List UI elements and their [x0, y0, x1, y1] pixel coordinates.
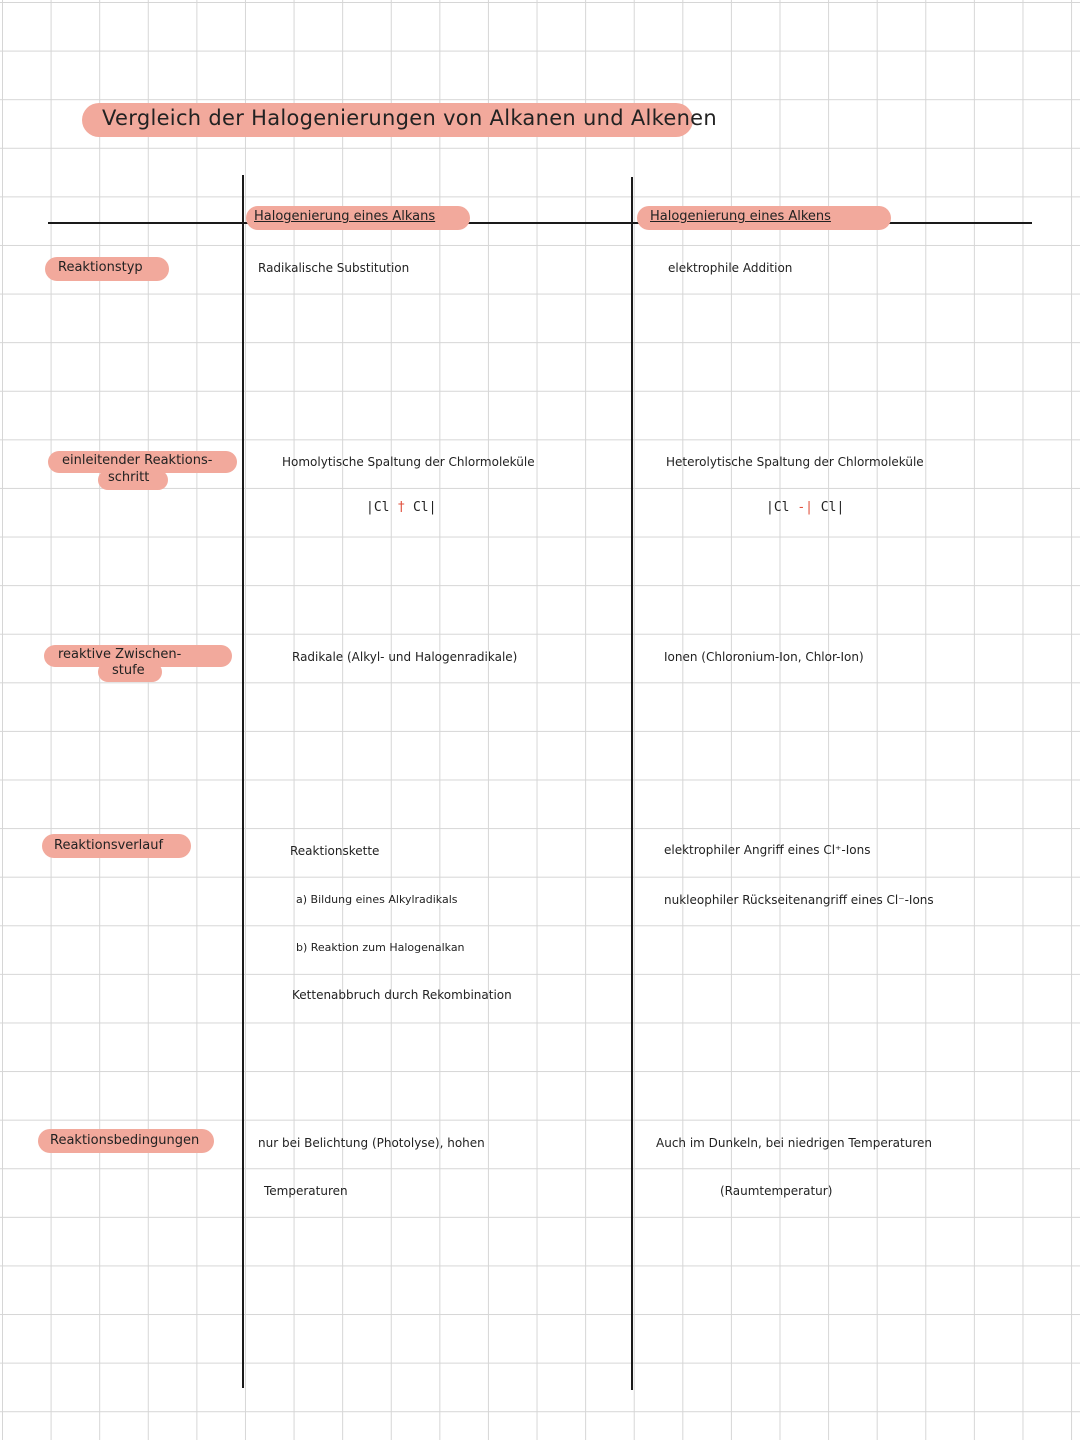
column-divider-right — [631, 177, 633, 1390]
cell-bedingungen-alken-line2: (Raumtemperatur) — [720, 1184, 833, 1198]
formula-heterolytic-left: |Cl — [766, 500, 790, 515]
cell-verlauf-alkan-line2: a) Bildung eines Alkylradikals — [296, 893, 458, 906]
cell-verlauf-alken-line2: nukleophiler Rückseitenangriff eines Cl⁻-Ions — [664, 893, 934, 907]
header-alkan: Halogenierung eines Alkans — [254, 209, 436, 224]
formula-homolytic — [366, 500, 436, 515]
cell-einleitend-alkan: Homolytische Spaltung der Chlormoleküle — [282, 455, 535, 469]
cell-bedingungen-alkan-line2: Temperaturen — [264, 1184, 348, 1198]
formula-heterolytic-right: Cl| — [820, 500, 845, 515]
cell-verlauf-alkan-line1: Reaktionskette — [290, 844, 380, 858]
cell-verlauf-alkan-line4: Kettenabbruch durch Rekombination — [292, 988, 512, 1002]
row-label-bedingungen: Reaktionsbedingungen — [50, 1133, 200, 1148]
page-title: Vergleich der Halogenierungen von Alkanen und Alkenen — [102, 106, 718, 130]
cell-bedingungen-alkan-line1: nur bei Belichtung (Photolyse), hohen — [258, 1136, 485, 1150]
cell-bedingungen-alken-line1: Auch im Dunkeln, bei niedrigen Temperaturen — [656, 1136, 932, 1150]
formula-homolytic-mark: † — [397, 500, 406, 515]
row-label-einleitend-line2: schritt — [108, 470, 150, 485]
cell-reaktionstyp-alkan: Radikalische Substitution — [258, 261, 410, 275]
formula-heterolytic-mark: -| — [797, 500, 813, 515]
row-label-verlauf: Reaktionsverlauf — [54, 838, 164, 853]
formula-heterolytic — [766, 500, 844, 515]
column-divider-left — [242, 175, 244, 1388]
formula-homolytic-left: |Cl — [366, 500, 390, 515]
header-alken: Halogenierung eines Alkens — [650, 209, 831, 224]
cell-zwischenstufe-alkan: Radikale (Alkyl- und Halogenradikale) — [292, 650, 518, 664]
row-label-reaktionstyp: Reaktionstyp — [58, 260, 143, 275]
formula-homolytic-right: Cl| — [412, 500, 437, 515]
row-label-zwischenstufe-line1: reaktive Zwischen- — [58, 647, 182, 662]
row-label-zwischenstufe-line2: stufe — [112, 663, 145, 678]
row-label-einleitend-line1: einleitender Reaktions- — [62, 453, 213, 468]
cell-zwischenstufe-alken: Ionen (Chloronium-Ion, Chlor-Ion) — [664, 650, 864, 664]
cell-verlauf-alkan-line3: b) Reaktion zum Halogenalkan — [296, 941, 465, 954]
cell-reaktionstyp-alken: elektrophile Addition — [668, 261, 793, 275]
cell-verlauf-alken-line1: elektrophiler Angriff eines Cl⁺-Ions — [664, 843, 871, 857]
cell-einleitend-alken: Heterolytische Spaltung der Chlormoleküle — [666, 455, 924, 469]
